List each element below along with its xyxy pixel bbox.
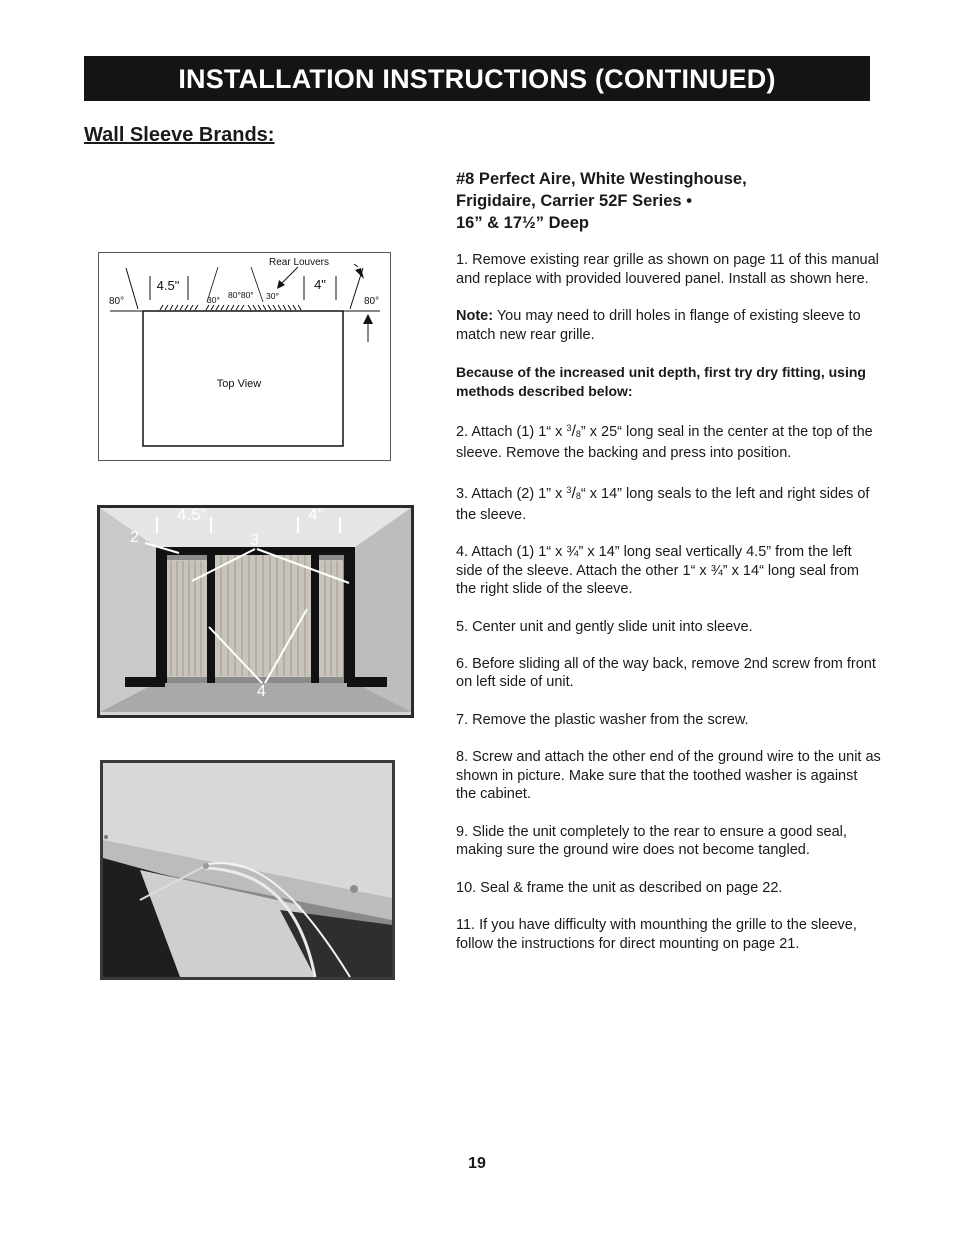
step-4: 4. Attach (1) 1“ x ¾” x 14” long seal vertically 4.5” from the left side of the sleeve. Attach the other 1“ x ¾” x 14“ long seal from the right slide of the sleeve. [456,543,859,598]
item-heading-line2: Frigidaire, Carrier 52F Series • [456,192,692,210]
item-heading-line3: 16” & 17½” Deep [456,214,589,232]
fraction-denominator: 8 [575,490,581,501]
step-5: 5. Center unit and gently slide unit into sleeve. [456,618,753,635]
angle-30-left-label: 30° [207,295,220,305]
photo1-label-3: 3 [250,532,259,549]
fraction-denominator: 8 [575,428,581,439]
photo1-label-4: 4 [257,683,266,700]
dry-fit-text: Because of the increased unit depth, first try dry fitting, using methods described below: [456,363,866,399]
note-label: Note: [456,307,494,324]
fraction-slash: / [571,484,576,502]
fraction-3-8 [566,424,580,440]
item-heading [456,168,856,234]
step-8: 8. Screw and attach the other end of the ground wire to the unit as shown in picture. Make sure that the toothed washer is against the cabinet. [456,749,881,803]
page-header-title: INSTALLATION INSTRUCTIONS (CONTINUED) [178,64,776,94]
item-heading-line1: #8 Perfect Aire, White Westinghouse, [456,170,747,188]
sleeve-seals-photo [97,505,414,718]
step-2-end: ” x 25“ long seal in the center at the top of the sleeve. Remove the backing and press into position. [456,423,873,461]
section-title: Wall Sleeve Brands: [84,124,275,146]
fraction-3-8 [566,486,580,502]
step-2 [456,419,881,462]
step-3-end: “ x 14” long seals to the left and right sides of the sleeve. [456,485,870,523]
step-10: 10. Seal & frame the unit as described on page 22. [456,879,783,896]
fraction-numerator: 3 [566,422,572,433]
page-header [84,56,870,101]
angle-30-right-label: 30° [266,291,279,301]
step-3 [456,481,881,524]
instruction-steps [456,251,881,972]
ground-wire-photo [100,760,395,980]
step-11: 11. If you have difficulty with mounthing the grille to the sleeve, follow the instructions for direct mounting on page 21. [456,917,857,952]
fraction-numerator: 3 [566,484,572,495]
fraction-slash: / [571,422,576,440]
page-number: 19 [468,1155,486,1172]
step-1: 1. Remove existing rear grille as shown on page 11 of this manual and replace with provided louvered panel. Install as shown here. [456,252,879,287]
photo1-left-width-label: 4.5” [177,505,207,524]
right-angle-label: 80° [364,296,380,307]
step-2-start: 2. Attach (1) 1“ x [456,423,567,440]
photo1-label-2: 2 [130,529,139,546]
step-7: 7. Remove the plastic washer from the screw. [456,711,749,728]
right-width-label: 4" [314,277,326,292]
top-view-label: Top View [216,378,262,390]
photo1-right-width-label: 4” [308,505,324,524]
step-9: 9. Slide the unit completely to the rear to ensure a good seal, making sure the ground wire does not become tangled. [456,823,847,859]
left-angle-label: 80° [109,296,125,307]
top-view-diagram [98,252,391,461]
angle-80-80-label: 80°80° [228,290,254,300]
step-6: 6. Before sliding all of the way back, remove 2nd screw from front on left side of unit. [456,655,876,691]
note-paragraph [456,307,881,344]
left-width-label: 4.5" [156,278,180,293]
note-text: You may need to drill holes in flange of existing sleeve to match new rear grille. [456,307,861,343]
step-3-start: 3. Attach (2) 1” x [456,485,567,502]
dry-fit-paragraph [456,363,881,400]
rear-louvers-label: Rear Louvers [268,257,330,268]
